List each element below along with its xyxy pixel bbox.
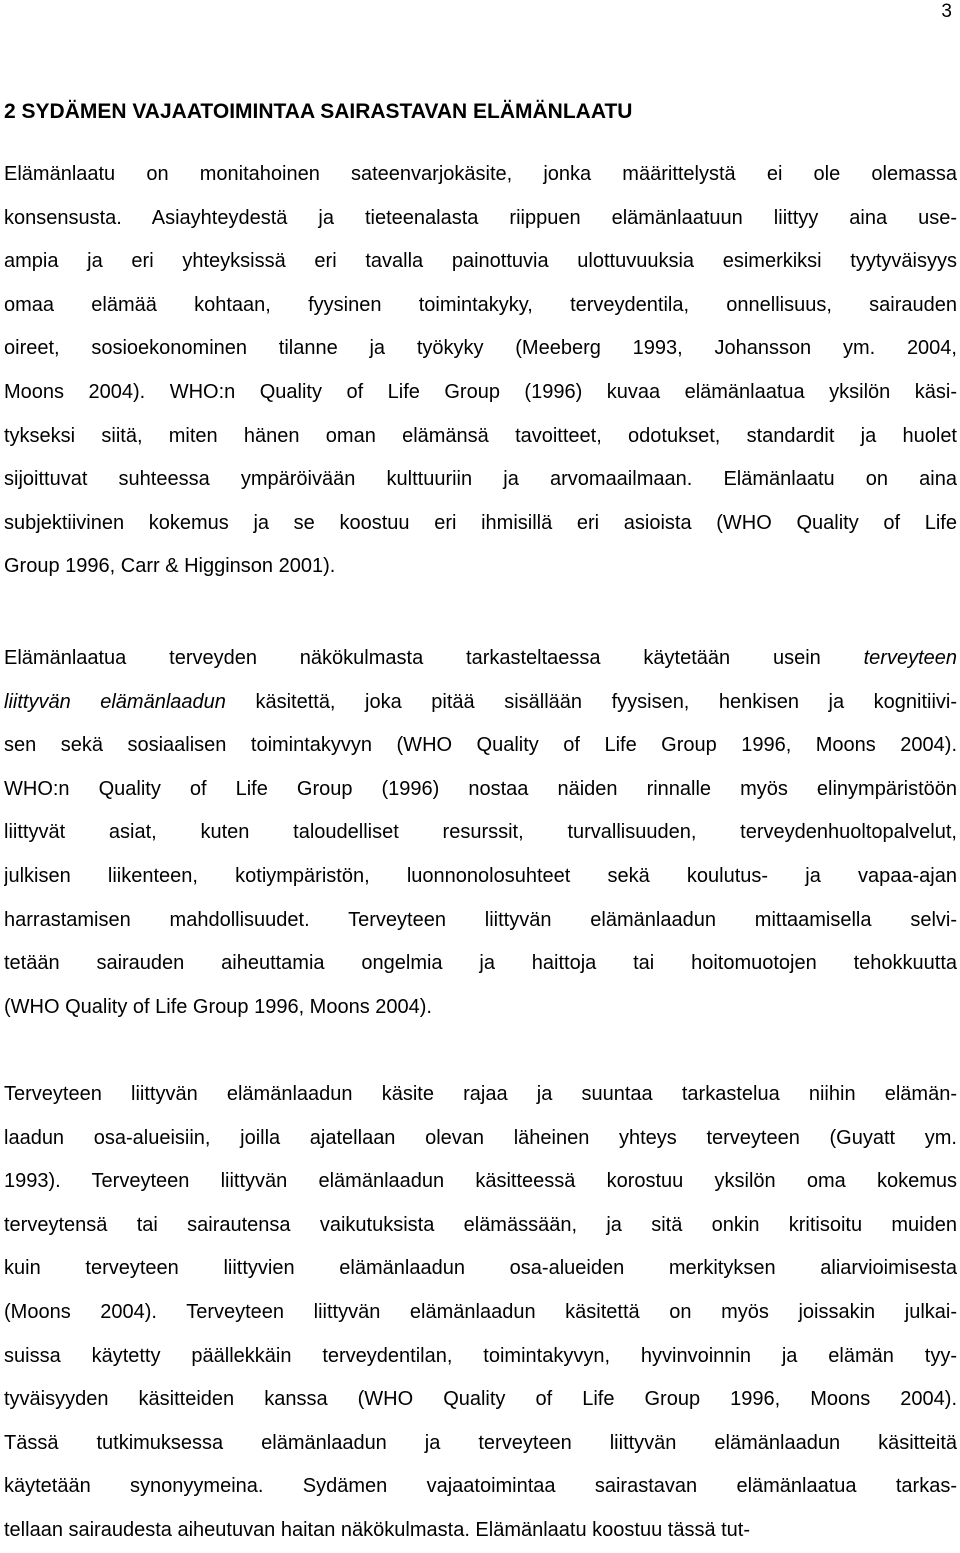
text-line: [4, 724, 957, 768]
text-run: Elämänlaatua terveyden näkökulmasta tarkasteltaessa käytetään usein: [4, 647, 864, 669]
text-run: sijoittuvat suhteessa ympäröivään kulttuuriin ja arvomaailmaan. Elämänlaatu on aina: [4, 468, 957, 491]
text-run: (Moons 2004). Terveyteen liittyvän elämänlaadun käsitettä on myös joissakin julkai-: [4, 1300, 957, 1323]
text-line: [4, 855, 957, 899]
text-line: [4, 1117, 957, 1161]
text-line: [4, 415, 957, 459]
text-line: [4, 458, 957, 502]
text-line: [4, 1291, 957, 1335]
text-line: [4, 1204, 957, 1248]
text-line: [4, 371, 957, 415]
text-line: [4, 327, 957, 371]
text-run: tellaan sairaudesta aiheutuvan haitan näkökulmasta. Elämänlaatu koostuu tässä tut-: [4, 1518, 751, 1541]
paragraph: [4, 1073, 957, 1553]
text-run: oireet, sosioekonominen tilanne ja työkyky (Meeberg 1993, Johansson ym. 2004,: [4, 337, 957, 360]
text-run: konsensusta. Asiayhteydestä ja tieteenalasta riippuen elämänlaatuun liittyy aina use-: [4, 206, 957, 229]
text-line: [4, 1160, 957, 1204]
page-number: 3: [941, 1, 952, 22]
text-run: WHO:n Quality of Life Group (1996) nostaa näiden rinnalle myös elinympäristöön: [4, 777, 957, 800]
text-line: [4, 153, 957, 197]
paragraph: [4, 153, 957, 589]
text-line: [4, 1247, 957, 1291]
text-run: tyväisyyden käsitteiden kanssa (WHO Quality of Life Group 1996, Moons 2004).: [4, 1388, 957, 1411]
italic-term: liittyvän elämänlaadun: [4, 690, 226, 713]
text-run: tykseksi siitä, miten hänen oman elämänsä tavoitteet, odotukset, standardit ja huolet: [4, 424, 957, 447]
text-run: harrastamisen mahdollisuudet. Terveyteen liittyvän elämänlaadun mittaamisella selvi-: [4, 908, 957, 931]
text-line: [4, 502, 957, 546]
text-line: [4, 1073, 957, 1117]
text-run: ampia ja eri yhteyksissä eri tavalla painottuvia ulottuvuuksia esimerkiksi tyytyväisyys: [4, 250, 957, 273]
text-line: [4, 768, 957, 812]
text-line: [4, 197, 957, 241]
text-run: liittyvät asiat, kuten taloudelliset resurssit, turvallisuuden, terveydenhuoltopalvelut,: [4, 821, 957, 844]
text-line: [4, 545, 957, 589]
text-line: [4, 942, 957, 986]
text-line: [4, 1378, 957, 1422]
text-run: Tässä tutkimuksessa elämänlaadun ja terveyteen liittyvän elämänlaadun käsitteitä: [4, 1431, 957, 1454]
text-line: [4, 284, 957, 328]
text-run: tetään sairauden aiheuttamia ongelmia ja haittoja tai hoitomuotojen tehokkuutta: [4, 952, 957, 975]
text-run: (WHO Quality of Life Group 1996, Moons 2004).: [4, 995, 432, 1018]
text-run: omaa elämää kohtaan, fyysinen toimintakyky, terveydentila, onnellisuus, sairauden: [4, 293, 957, 316]
text-line: [4, 1335, 957, 1379]
text-line: [4, 681, 957, 725]
text-line: [4, 240, 957, 284]
text-line: [4, 899, 957, 943]
text-line: [4, 986, 957, 1030]
text-line: [4, 1422, 957, 1466]
text-run: sen sekä sosiaalisen toimintakyvyn (WHO Quality of Life Group 1996, Moons 2004).: [4, 734, 957, 757]
text-run: käytetään synonyymeina. Sydämen vajaatoimintaa sairastavan elämänlaatua tarkas-: [4, 1475, 957, 1498]
text-run: Terveyteen liittyvän elämänlaadun käsite rajaa ja suuntaa tarkastelua niihin elämän-: [4, 1083, 957, 1105]
text-line: [4, 1509, 957, 1553]
text-run: 1993). Terveyteen liittyvän elämänlaadun käsitteessä korostuu yksilön oma kokemus: [4, 1170, 957, 1193]
text-line: [4, 637, 957, 681]
text-run: käsitettä, joka pitää sisällään fyysisen, henkisen ja kognitiivi-: [225, 690, 957, 713]
text-run: suissa käytetty päällekkäin terveydentilan, toimintakyvyn, hyvinvoinnin ja elämän tyy-: [4, 1344, 957, 1367]
text-run: Group 1996, Carr & Higginson 2001).: [4, 555, 336, 578]
italic-term: terveyteen: [863, 647, 957, 669]
text-run: julkisen liikenteen, kotiympäristön, luonnonolosuhteet sekä koulutus- ja vapaa-ajan: [4, 864, 957, 887]
section-heading: 2 SYDÄMEN VAJAATOIMINTAA SAIRASTAVAN ELÄMÄNLAATU: [4, 100, 633, 123]
text-run: Moons 2004). WHO:n Quality of Life Group (1996) kuvaa elämänlaatua yksilön käsi-: [4, 380, 957, 403]
text-run: kuin terveyteen liittyvien elämänlaadun osa-alueiden merkityksen aliarvioimisesta: [4, 1257, 957, 1280]
paragraph: [4, 637, 957, 1029]
text-line: [4, 811, 957, 855]
text-run: terveytensä tai sairautensa vaikutuksista elämässään, ja sitä onkin kritisoitu muiden: [4, 1213, 957, 1236]
text-line: [4, 1465, 957, 1509]
text-run: Elämänlaatu on monitahoinen sateenvarjokäsite, jonka määrittelystä ei ole olemassa: [4, 163, 957, 185]
text-run: laadun osa-alueisiin, joilla ajatellaan olevan läheinen yhteys terveyteen (Guyatt ym.: [4, 1126, 957, 1149]
text-run: subjektiivinen kokemus ja se koostuu eri ihmisillä eri asioista (WHO Quality of Life: [4, 511, 957, 534]
